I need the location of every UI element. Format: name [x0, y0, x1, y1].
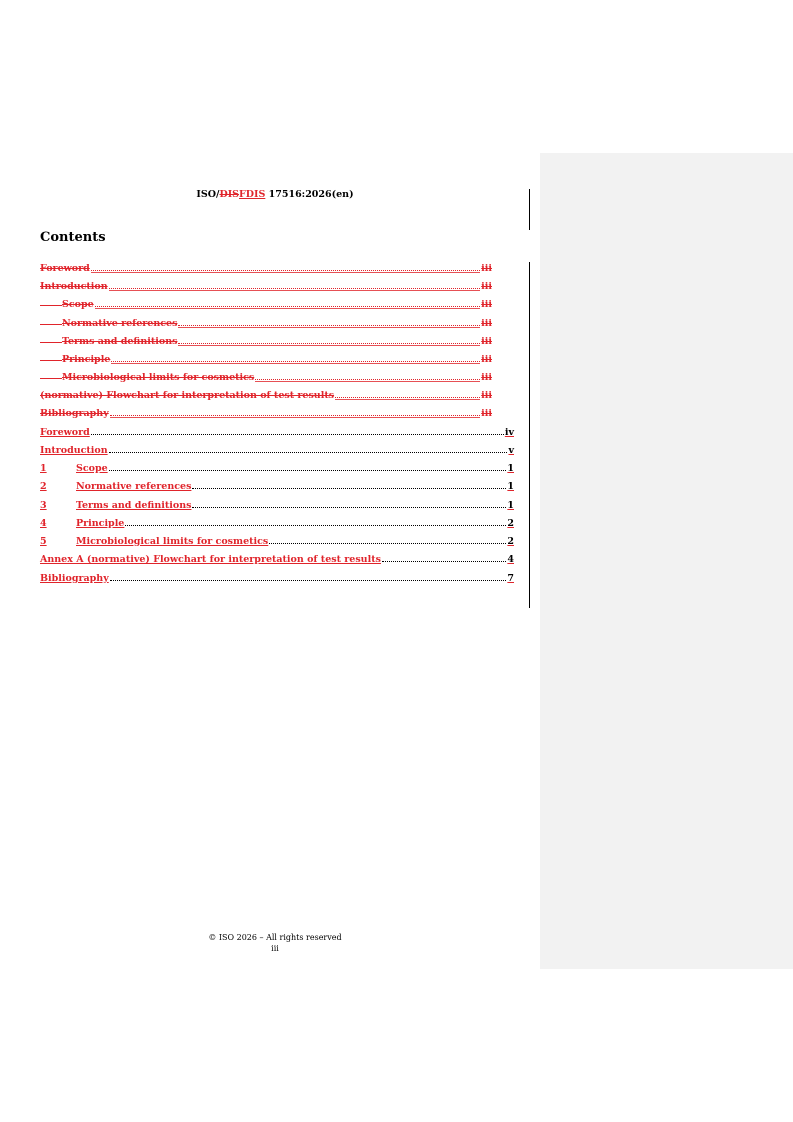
toc-page: iii: [481, 336, 492, 347]
toc-label: Microbiological limits for cosmetics: [76, 536, 269, 547]
toc-deleted-entry[interactable]: [40, 314, 492, 329]
toc-page: iii: [481, 372, 492, 383]
toc-deleted-entry[interactable]: [40, 350, 492, 365]
toc-deleted-entry[interactable]: [40, 386, 492, 401]
page-number: iii: [271, 944, 279, 953]
toc-label: Foreword: [40, 427, 90, 438]
toc-page: iii: [481, 299, 492, 310]
toc-entry-foreword[interactable]: [40, 423, 514, 438]
toc-label: Annex A (normative) Flowchart for interpretation of test results: [40, 554, 381, 565]
toc-deleted-number-placeholder: [40, 324, 62, 325]
toc-entry-annex-a[interactable]: [40, 550, 514, 565]
toc-leader: [109, 470, 507, 471]
toc-deleted-entry[interactable]: [40, 368, 492, 383]
toc-deleted-number-placeholder: [40, 360, 62, 361]
toc-leader: [192, 507, 506, 508]
toc-entry-principle[interactable]: [40, 514, 514, 529]
document-header: [40, 189, 510, 200]
toc-page: 1: [507, 500, 514, 511]
toc-label: Bibliography: [40, 408, 109, 419]
toc-page: 7: [507, 573, 514, 584]
toc-label: Principle: [76, 518, 125, 529]
toc-leader: [178, 325, 480, 326]
toc-entry-bibliography[interactable]: [40, 569, 514, 584]
toc-deleted-entry[interactable]: [40, 404, 492, 419]
toc-leader: [255, 379, 480, 380]
toc-leader: [91, 434, 504, 435]
toc-page: iii: [481, 318, 492, 329]
comment-margin-pane: [540, 153, 793, 969]
copyright-notice: © ISO 2026 – All rights reserved: [208, 933, 342, 942]
contents-title: Contents: [40, 230, 106, 245]
toc-label: Terms and definitions: [62, 336, 178, 347]
toc-label: Scope: [62, 299, 94, 310]
toc-leader: [110, 580, 507, 581]
toc-label: Normative references: [62, 318, 178, 329]
toc-label: Microbiological limits for cosmetics: [62, 372, 255, 383]
toc-entry-scope[interactable]: [40, 459, 514, 474]
toc-page: 4: [507, 554, 514, 565]
toc-label: Introduction: [40, 281, 108, 292]
toc-leader: [110, 415, 480, 416]
toc-leader: [109, 288, 481, 289]
toc-page: iii: [481, 408, 492, 419]
toc-leader: [125, 525, 506, 526]
toc-page: 2: [507, 536, 514, 547]
toc-leader: [269, 543, 506, 544]
toc-number: 2: [40, 481, 47, 492]
toc-page: iii: [481, 390, 492, 401]
toc-page: iii: [481, 354, 492, 365]
toc-label: Introduction: [40, 445, 108, 456]
toc-number: 5: [40, 536, 47, 547]
toc-leader: [178, 343, 480, 344]
toc-page: iv: [504, 427, 514, 438]
toc-leader: [382, 561, 506, 562]
toc-entry-terms-and-definitions[interactable]: [40, 496, 514, 511]
toc-number: 1: [40, 463, 47, 474]
toc-entry-microbiological-limits[interactable]: [40, 532, 514, 547]
toc-label: Scope: [76, 463, 108, 474]
toc-label: (normative) Flowchart for interpretation of test results: [40, 390, 335, 401]
header-suffix: 17516:2026(en): [265, 189, 354, 200]
toc-leader: [335, 397, 480, 398]
toc-page: 2: [507, 518, 514, 529]
page-footer: [40, 932, 510, 954]
toc-label: Foreword: [40, 263, 90, 274]
toc-label: Principle: [62, 354, 111, 365]
toc-page: 1: [507, 481, 514, 492]
header-inserted-stage: FDIS: [239, 189, 266, 200]
header-prefix: ISO/: [196, 189, 220, 200]
toc-entry-introduction[interactable]: [40, 441, 514, 456]
toc-leader: [91, 270, 480, 271]
toc-deleted-entry[interactable]: [40, 277, 492, 292]
toc-leader: [95, 306, 481, 307]
toc-deleted-entry[interactable]: [40, 259, 492, 274]
toc-deleted-number-placeholder: [40, 378, 62, 379]
toc-page: iii: [481, 263, 492, 274]
toc-deleted-entry[interactable]: [40, 295, 492, 310]
toc-deleted-number-placeholder: [40, 305, 62, 306]
toc-leader: [111, 361, 480, 362]
toc-entry-normative-references[interactable]: [40, 477, 514, 492]
change-bar-header: [529, 189, 530, 230]
header-deleted-stage: DIS: [219, 189, 240, 200]
change-bar-toc: [529, 262, 530, 608]
toc-number: 4: [40, 518, 47, 529]
toc-leader: [192, 488, 506, 489]
toc-leader: [109, 452, 508, 453]
toc-page: iii: [481, 281, 492, 292]
toc-page: v: [508, 445, 514, 456]
toc-label: Terms and definitions: [76, 500, 192, 511]
toc-deleted-entry[interactable]: [40, 332, 492, 347]
toc-page: 1: [507, 463, 514, 474]
toc-deleted-number-placeholder: [40, 342, 62, 343]
toc-label: Normative references: [76, 481, 192, 492]
toc-label: Bibliography: [40, 573, 109, 584]
toc-number: 3: [40, 500, 47, 511]
